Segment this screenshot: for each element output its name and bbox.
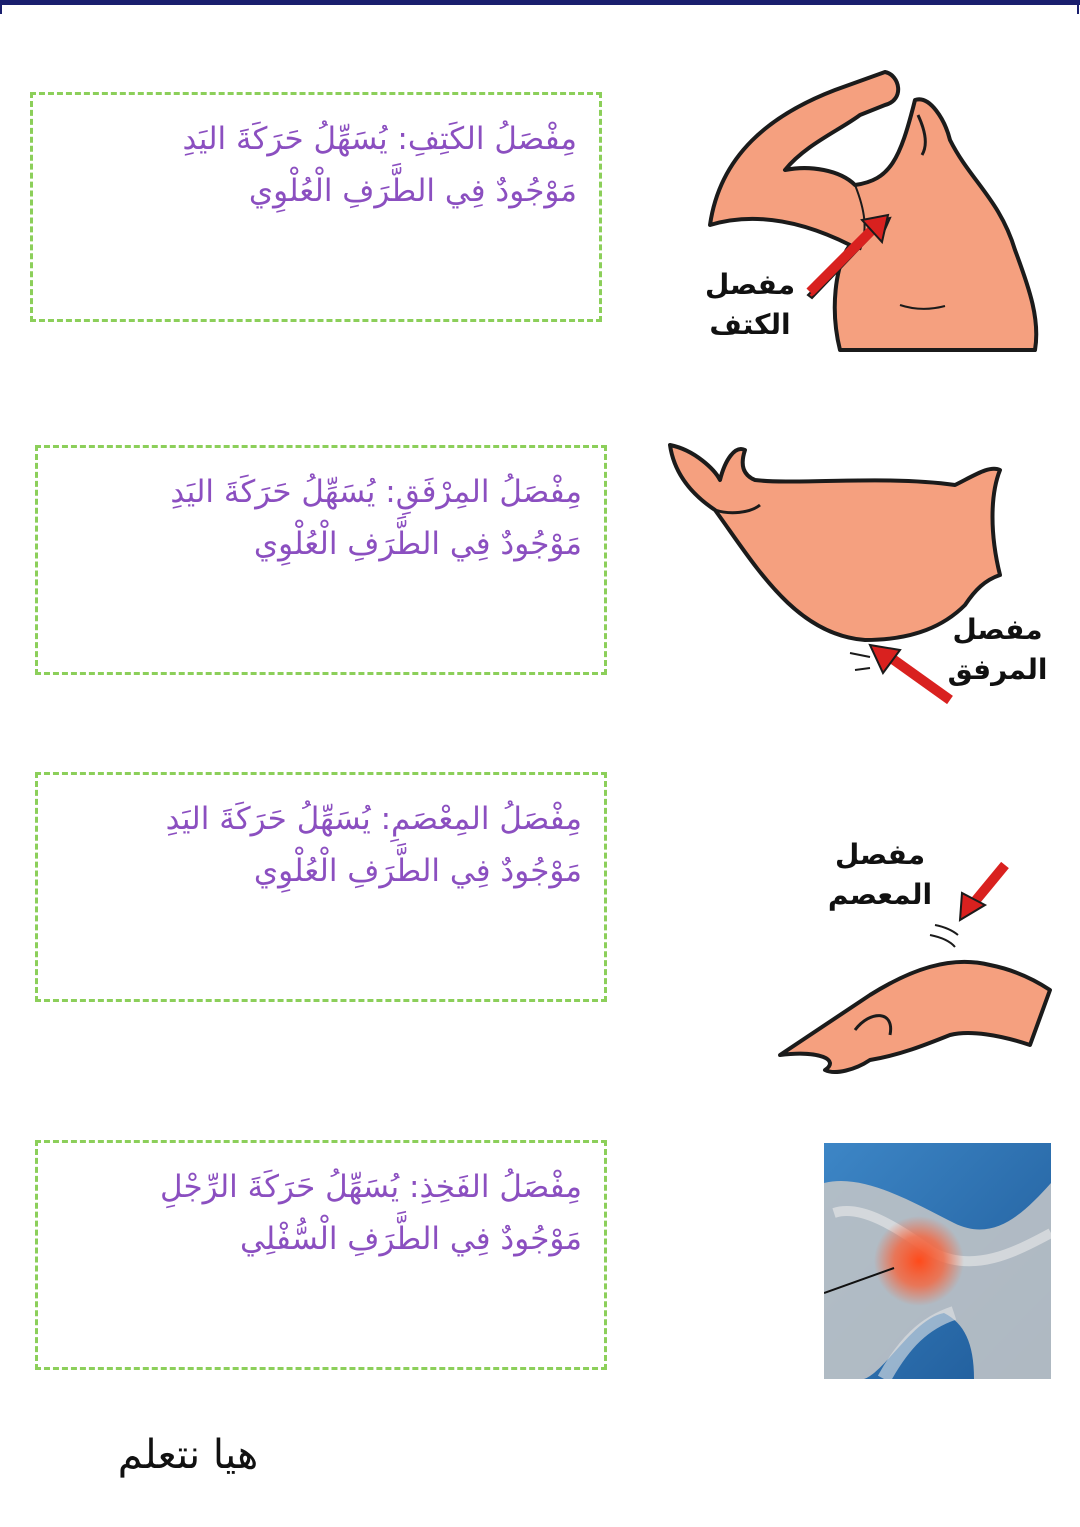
figure-label [815,835,945,915]
elbow-illustration-icon [655,425,1055,715]
card-text [52,1161,582,1265]
footer-title: هيا نتعلم [117,1432,259,1478]
card-line-2: مَوْجُودٌ فِي الطَّرَفِ الْعُلْوِي [248,173,577,209]
shoulder-illustration-icon [690,60,1060,360]
figure-label-line-2: المرفق [947,653,1048,686]
figure-label [940,610,1055,690]
top-rule [0,0,1080,5]
card-line-2: مَوْجُودٌ فِي الطَّرَفِ الْعُلْوِي [253,526,582,562]
card-elbow-joint [35,445,607,675]
figure-label-line-1: مفصل [952,613,1043,646]
rule-tick [1077,0,1079,14]
card-line-2: مَوْجُودٌ فِي الطَّرَفِ الْعُلْوِي [253,853,582,889]
card-text [52,793,582,897]
card-hip-joint [35,1140,607,1370]
card-line-1: مِفْصَلُ الفَخِذِ: يُسَهِّلُ حَرَكَةَ الرِّجْلِ [159,1169,582,1205]
figure-label-line-1: مفصل [834,838,926,871]
figure-label-line-2: الكتف [709,308,791,341]
hip-xray-image-icon [824,1143,1051,1379]
rule-tick [0,0,2,14]
card-line-2: مَوْجُودٌ فِي الطَّرَفِ الْسُّفْلِي [239,1221,582,1257]
card-line-1: مِفْصَلُ الكَتِفِ: يُسَهِّلُ حَرَكَةَ اليَدِ [182,121,577,157]
card-shoulder-joint [30,92,602,322]
figure-label-line-2: المعصم [827,878,933,911]
wrist-illustration-icon [760,825,1060,1125]
card-line-1: مِفْصَلُ المِرْفَقِ: يُسَهِّلُ حَرَكَةَ اليَدِ [170,474,582,510]
card-text [47,113,577,217]
figure-label [690,265,810,345]
card-text [52,466,582,570]
hip-xray-svg [824,1143,1051,1379]
card-wrist-joint [35,772,607,1002]
figure-label-line-1: مفصل [704,268,796,301]
card-line-1: مِفْصَلُ المِعْصَمِ: يُسَهِّلُ حَرَكَةَ اليَدِ [165,801,582,837]
